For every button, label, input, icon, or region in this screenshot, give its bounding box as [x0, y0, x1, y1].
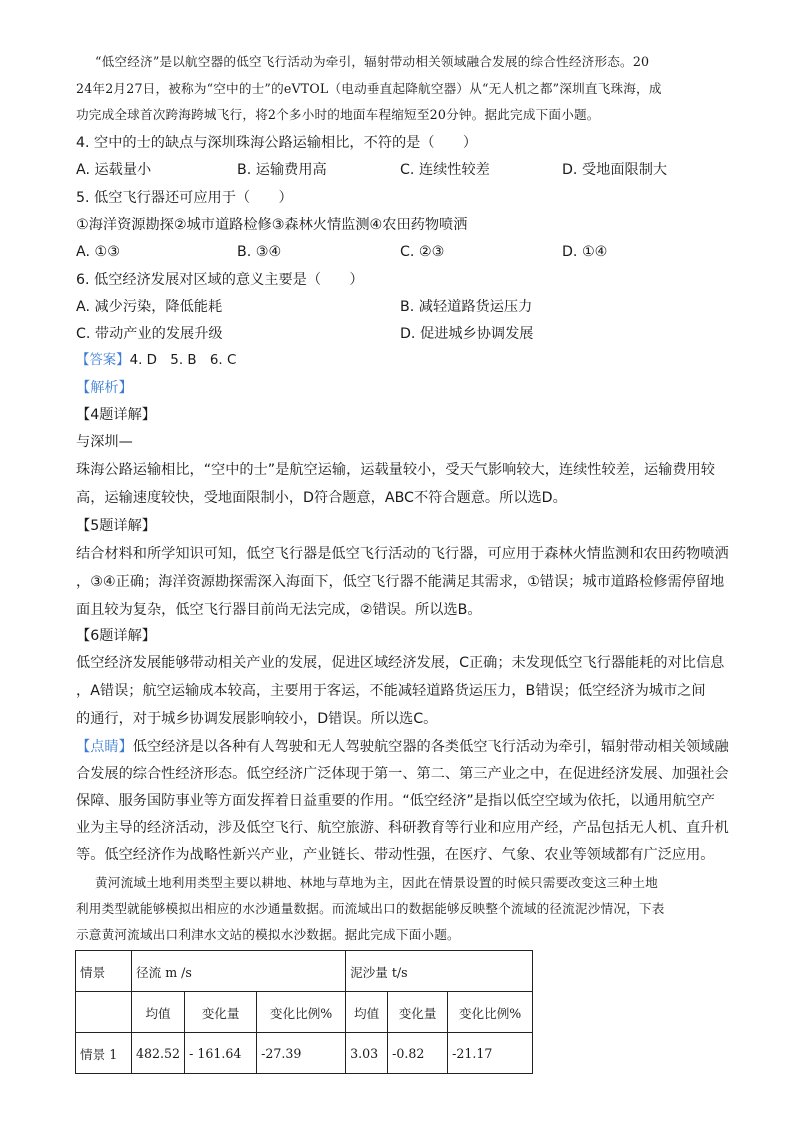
answer-line [76, 351, 236, 371]
detail-5-label: 【5题详解】 [76, 518, 156, 534]
table-cell: -27.39 [257, 1033, 346, 1074]
question-4-stem: 4. 空中的士的缺点与深圳珠海公路运输相比，不符的是（ ） [76, 135, 478, 151]
table-row [76, 1033, 533, 1074]
detail-4-line-2: 珠海公路运输相比，“空中的士”是航空运输，运载量较小，受天气影响较大，连续性较差，运输费用较 [76, 462, 715, 478]
header-scenario: 情景 [76, 951, 132, 992]
tips-line-5: 等。低空经济作为战略性新兴产业，产业链长、带动性强，在医疗、气象、农业等领域都有广泛应用。 [76, 847, 715, 863]
subheader-empty [76, 992, 132, 1033]
detail-4-line-1: 与深圳— [76, 434, 133, 450]
q6-option-c: C. 带动产业的发展升级 [76, 326, 223, 342]
tips-first-line [76, 737, 729, 757]
table-cell: -0.82 [388, 1033, 448, 1074]
hydrology-data-table [75, 950, 533, 1074]
detail-4-label: 【4题详解】 [76, 407, 156, 423]
detail-5-line-1: 结合材料和所学知识可知，低空飞行器是低空飞行活动的飞行器，可应用于森林火情监测和农田药物喷洒 [76, 546, 729, 562]
q4-option-b: B. 运输费用高 [237, 162, 327, 178]
header-runoff: 径流 m /s [132, 951, 346, 992]
table-cell: -21.17 [448, 1033, 533, 1074]
passage2-line-3: 示意黄河流域出口利津水文站的模拟水沙数据。据此完成下面小题。 [76, 927, 460, 942]
question-5-stem: 5. 低空飞行器还可应用于（ ） [76, 190, 293, 206]
tips-first-text: 低空经济是以各种有人驾驶和无人驾驶航空器的各类低空飞行活动为牵引，辐射带动相关领域融 [132, 739, 729, 755]
subheader-sediment-change: 变化量 [388, 992, 448, 1033]
subheader-sediment-ratio: 变化比例% [448, 992, 533, 1033]
question-5-items: ①海洋资源勘探②城市道路检修③森林火情监测④农田药物喷洒 [76, 217, 468, 233]
analysis-label: 【解析】 [76, 380, 133, 396]
detail-6-line-2: ，A错误；航空运输成本较高，主要用于客运，不能减轻道路货运压力，B错误；低空经济为城市之间 [76, 683, 706, 699]
table-header-row [76, 951, 533, 992]
question-6-stem: 6. 低空经济发展对区域的意义主要是（ ） [76, 272, 364, 288]
passage1-line-2: 24年2月27日，被称为“空中的士”的eVTOL（电动垂直起降航空器）从“无人机之都”深圳直飞珠海，成 [76, 81, 662, 96]
q6-option-a: A. 减少污染，降低能耗 [76, 299, 223, 315]
subheader-runoff-change: 变化量 [185, 992, 257, 1033]
q4-option-a: A. 运载量小 [76, 162, 152, 178]
subheader-runoff-ratio: 变化比例% [257, 992, 346, 1033]
tips-line-4: 业为主导的经济活动，涉及低空飞行、航空旅游、科研教育等行业和应用产经，产品包括无人机、直升机 [76, 820, 729, 836]
table-cell: 情景 1 [76, 1033, 132, 1074]
q4-option-d: D. 受地面限制大 [562, 162, 668, 178]
tips-line-3: 保障、服务国防事业等方面发挥着日益重要的作用。“低空经济”是指以低空空域为依托，以通用航空产 [76, 793, 715, 809]
subheader-runoff-mean: 均值 [132, 992, 185, 1033]
detail-5-line-3: 面且较为复杂，低空飞行器目前尚无法完成，②错误。所以选B。 [76, 602, 482, 618]
tips-label: 【点睛】 [76, 739, 133, 755]
q6-option-d: D. 促进城乡协调发展 [400, 326, 534, 342]
detail-6-label: 【6题详解】 [76, 628, 156, 644]
detail-4-line-3: 高，运输速度较快，受地面限制小，D符合题意，ABC不符合题意。所以选D。 [76, 490, 567, 506]
passage1-line-3: 功完成全球首次跨海跨城飞行，将2个多小时的地面车程缩短至20分钟。据此完成下面小题。 [76, 107, 600, 122]
passage2-line-2: 利用类型就能够模拟出相应的水沙通量数据。而流域出口的数据能够反映整个流域的径流泥沙情况，下表 [76, 901, 665, 916]
q4-option-c: C. 连续性较差 [400, 162, 490, 178]
q5-option-d: D. ①④ [562, 244, 608, 260]
table-cell: - 161.64 [185, 1033, 257, 1074]
table-cell: 3.03 [346, 1033, 388, 1074]
detail-5-line-2: ，③④正确；海洋资源勘探需深入海面下，低空飞行器不能满足其需求，①错误；城市道路检修需停留地 [76, 574, 725, 590]
subheader-sediment-mean: 均值 [346, 992, 388, 1033]
answer-value: 4. D 5. B 6. C [129, 353, 237, 368]
detail-6-line-3: 的通行，对于城乡协调发展影响较小，D错误。所以选C。 [76, 711, 438, 727]
q5-option-a: A. ①③ [76, 244, 120, 260]
answer-label: 【答案】 [76, 353, 130, 368]
table-cell: 482.52 [132, 1033, 185, 1074]
passage2-line-1: 黄河流域土地利用类型主要以耕地、林地与草地为主，因此在情景设置的时候只需要改变这三种土地 [95, 875, 658, 890]
q5-option-c: C. ②③ [400, 244, 445, 260]
tips-line-2: 合发展的综合性经济形态。低空经济广泛体现于第一、第二、第三产业之中，在促进经济发展、加强社会 [76, 766, 729, 782]
passage1-line-1: “低空经济”是以航空器的低空飞行活动为牵引，辐射带动相关领域融合发展的综合性经济形态。20 [95, 54, 650, 69]
header-sediment: 泥沙量 t/s [346, 951, 533, 992]
q5-option-b: B. ③④ [237, 244, 282, 260]
detail-6-line-1: 低空经济发展能够带动相关产业的发展，促进区域经济发展，C正确；未发现低空飞行器能耗的对比信息 [76, 655, 725, 671]
q6-option-b: B. 减轻道路货运压力 [400, 299, 533, 315]
table-subheader-row [76, 992, 533, 1033]
